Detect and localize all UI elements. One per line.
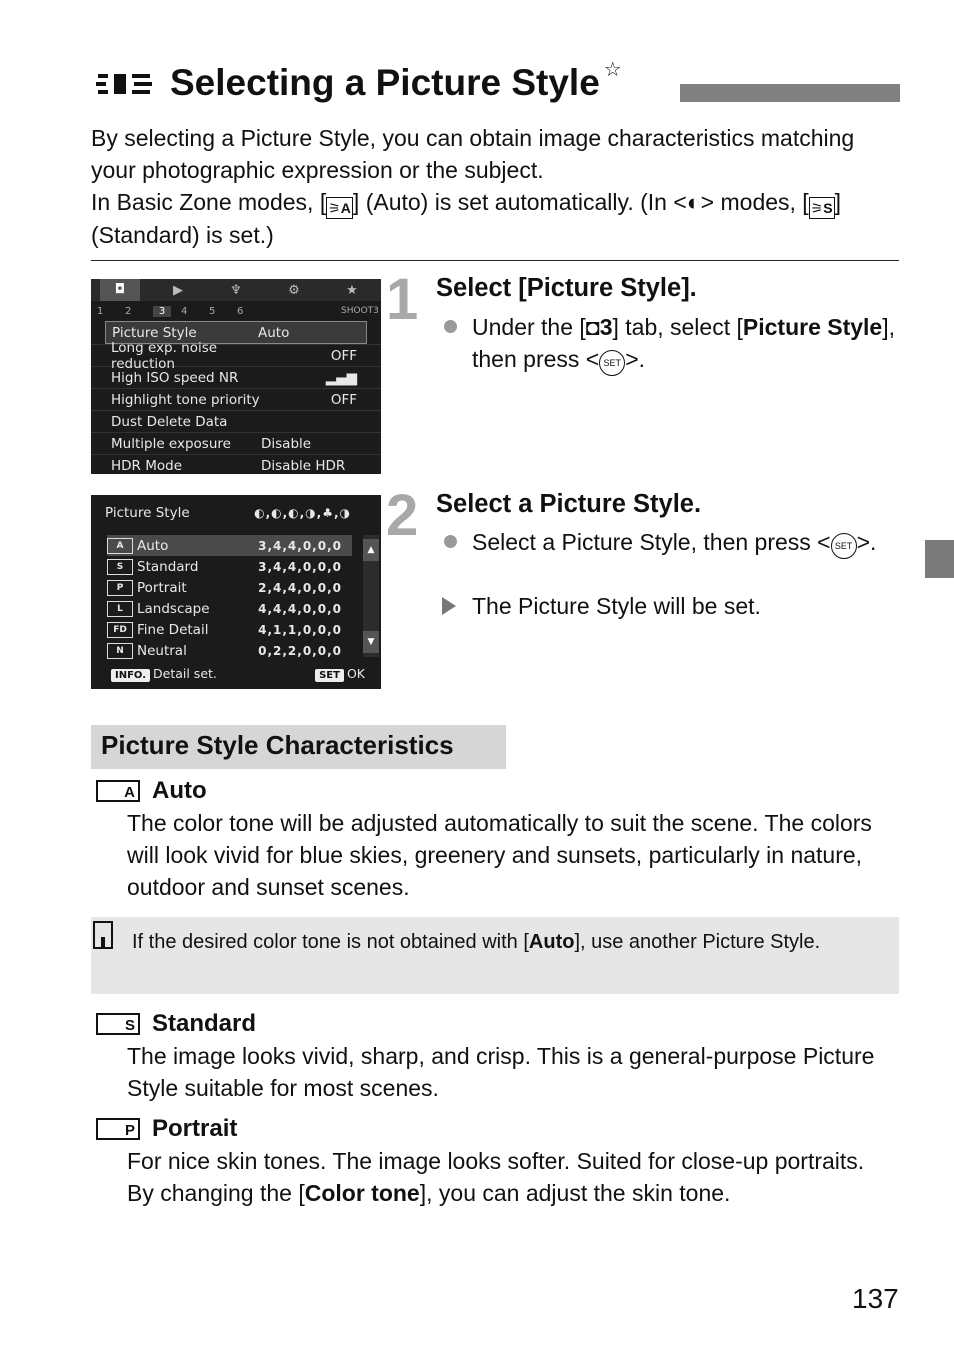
parameter-icons: ◐,◐,◐,◑,♣,◑	[254, 506, 351, 520]
result-arrow-icon	[442, 597, 456, 615]
title-bar	[680, 84, 900, 102]
intro-line1: By selecting a Picture Style, you can obtain image characteristics matching your photographic expression or the subject.	[91, 125, 855, 183]
page-title	[92, 58, 622, 104]
page-number: 137	[852, 1283, 899, 1314]
scroll-up-icon: ▲	[363, 539, 379, 561]
set-button-icon: SET	[599, 350, 625, 376]
title-text: Selecting a Picture Style	[170, 62, 600, 103]
bullet-dot-icon	[444, 320, 457, 333]
menu-item: Dust Delete Data	[91, 410, 381, 432]
entry-heading-standard: S Standard	[96, 1010, 256, 1038]
note-icon	[93, 921, 113, 949]
scroll-down-icon: ▼	[363, 631, 379, 653]
picture-style-standard-icon: ⚞S	[809, 197, 835, 219]
nr-level-icon: ▂▄▆	[325, 369, 357, 386]
setup-tab-icon: ♆	[230, 282, 242, 298]
menu-tabs	[91, 279, 381, 301]
info-key-icon: INFO.	[111, 669, 150, 682]
note-box	[91, 917, 899, 994]
picture-style-icon	[92, 66, 156, 100]
step2-result: The Picture Style will be set.	[472, 590, 922, 622]
entry-heading-portrait: P Portrait	[96, 1115, 237, 1143]
list-item: L Landscape 4,4,4,0,0,0	[107, 598, 352, 619]
set-button-icon: SET	[831, 533, 857, 559]
intro-line2: In Basic Zone modes, [ ⚞A] (Auto) is set automatically. (In <◐> modes, [ ⚞S] (Standard) is set.)	[91, 189, 841, 248]
entry-body-auto: The color tone will be adjusted automatically to suit the scene. The colors will look vivid for blue skies, greenery and sunsets, particularly in nature, outdoor and sunset scenes.	[127, 810, 872, 900]
menu-item: Highlight tone priority OFF	[91, 388, 381, 410]
picture-style-auto-icon: ⚞A	[326, 197, 353, 219]
menu-subtabs: 1 2 3 4 5 6 SHOOT3	[97, 305, 379, 317]
menu-item-picture-style: Picture Style Auto	[105, 321, 367, 344]
custom-tab-icon: ⚙	[288, 282, 300, 298]
camera-menu-screen	[91, 279, 381, 474]
shoot-tab-icon: ◘	[100, 279, 140, 301]
entry-body-standard: The image looks vivid, sharp, and crisp. This is a general-purpose Picture Style suitable for most scenes.	[127, 1043, 875, 1101]
step2-bullet: Select a Picture Style, then press < SET >.	[472, 526, 922, 559]
menu-item: HDR Mode Disable HDR	[91, 454, 381, 474]
tab-name: SHOOT3	[341, 306, 379, 316]
picture-style-portrait-icon: P	[96, 1118, 140, 1140]
list-item: N Neutral 0,2,2,0,0,0	[107, 640, 352, 661]
bullet-dot-icon	[444, 535, 457, 548]
set-key-icon: SET	[315, 669, 344, 682]
playback-tab-icon: ▶	[173, 282, 183, 298]
scrollbar	[363, 535, 379, 657]
menu-item: Multiple exposure Disable	[91, 432, 381, 454]
step-title: Select [Picture Style].	[436, 274, 697, 302]
advanced-star-icon: ☆	[603, 58, 622, 81]
note-text: If the desired color tone is not obtained with [Auto], use another Picture Style.	[132, 931, 821, 953]
step-number: 2	[386, 483, 419, 548]
screen-footer: INFO. Detail set. SET OK	[91, 663, 381, 685]
picture-style-standard-icon: S	[96, 1013, 140, 1035]
divider	[91, 260, 899, 261]
picture-style-auto-icon: A	[96, 780, 140, 802]
list-item: P Portrait 2,4,4,0,0,0	[107, 577, 352, 598]
entry-heading-auto: A Auto	[96, 777, 207, 805]
step-number: 1	[386, 267, 419, 332]
step1-bullet: Under the [◘3] tab, select [Picture Style], then press < SET >.	[472, 311, 922, 376]
picture-style-list	[107, 535, 352, 661]
entry-body-portrait: For nice skin tones. The image looks softer. Suited for close-up portraits. By changing the [Color tone], you can adjust the skin tone.	[127, 1148, 865, 1206]
list-item: S Standard 3,4,4,0,0,0	[107, 556, 352, 577]
mymenu-tab-icon: ★	[346, 282, 358, 298]
picture-style-screen	[91, 495, 381, 689]
picture-style-header: Picture Style ◐,◐,◐,◑,♣,◑	[105, 505, 351, 521]
menu-item: Long exp. noise reduction OFF	[91, 344, 381, 366]
list-item: FD Fine Detail 4,1,1,0,0,0	[107, 619, 352, 640]
chapter-tab	[925, 540, 954, 578]
section-heading: Picture Style Characteristics	[91, 725, 506, 769]
list-item: A Auto 3,4,4,0,0,0	[107, 535, 352, 556]
shoot-tab-ref: ◘3	[585, 314, 613, 340]
step-title: Select a Picture Style.	[436, 490, 702, 518]
menu-item: High ISO speed NR ▂▄▆	[91, 366, 381, 388]
creative-mode-icon: ◐	[686, 189, 701, 215]
intro-text	[91, 122, 891, 251]
